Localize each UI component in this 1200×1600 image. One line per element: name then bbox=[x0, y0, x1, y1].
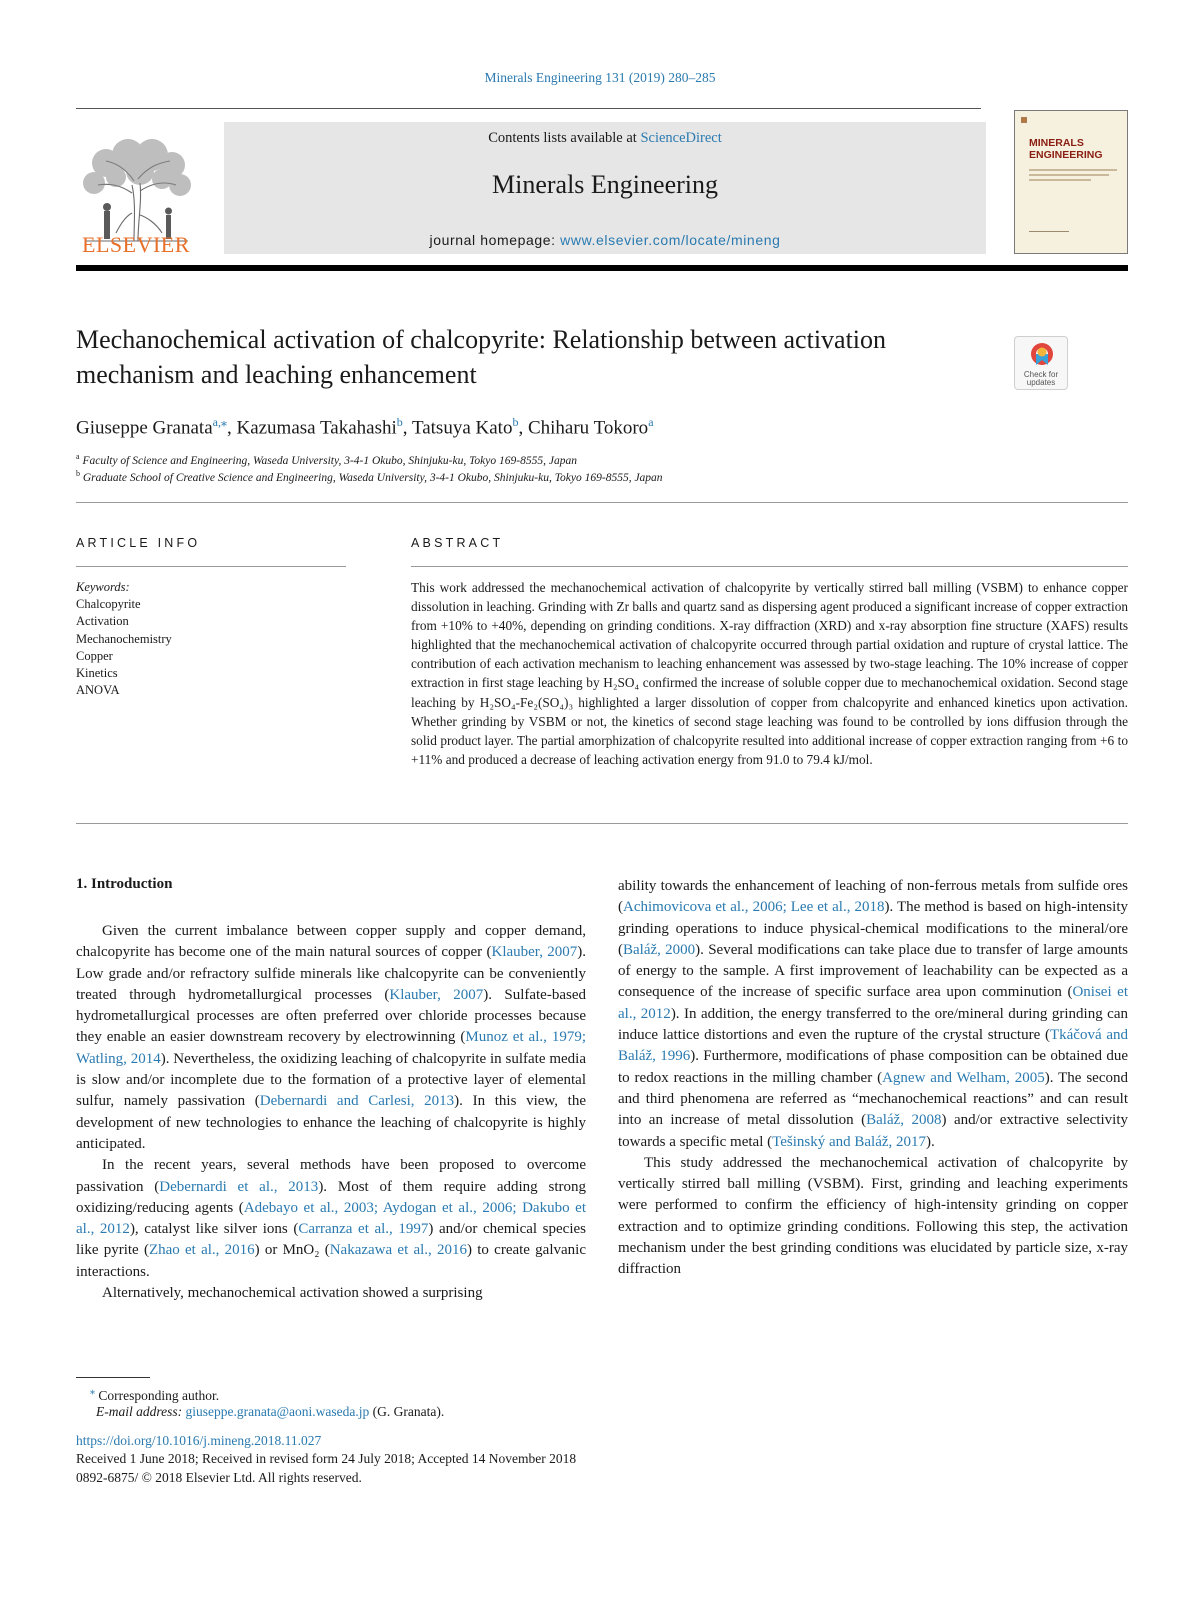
paragraph-continued bbox=[618, 876, 1128, 1153]
author-affiliation-mark[interactable]: b bbox=[512, 415, 519, 429]
formula: H₂SO₄ bbox=[603, 675, 640, 691]
affiliation-text: Graduate School of Creative Science and Engineering, Waseda University, 3-4-1 Okubo, Shinjuku-ku, Tokyo 169-8555, Japan bbox=[82, 471, 663, 484]
author-list: Giuseppe Granata$^{a,⁎}$, Kazumasa Takahashi$^b$, Tatsuya Kato$^b$, Chiharu Tokoro$^a$ bbox=[76, 415, 654, 439]
keyword: Chalcopyrite bbox=[76, 597, 141, 612]
author-affiliation-mark[interactable]: b bbox=[396, 415, 403, 429]
article-title: Mechanochemical activation of chalcopyrite: Relationship between activation mechanism and leaching enhancement bbox=[76, 325, 887, 389]
text-run: ). Furthermore, modifications of phase composition can be obtained due to redox reactions in the milling chamber ( bbox=[618, 1048, 1128, 1086]
citation-link[interactable]: Baláž, 2000 bbox=[623, 941, 696, 958]
cover-subtitle-bar bbox=[1029, 179, 1091, 181]
footnote-rule bbox=[76, 1377, 150, 1378]
corresponding-label: Corresponding author. bbox=[98, 1387, 220, 1403]
doi-link[interactable]: https://doi.org/10.1016/j.mineng.2018.11.027 bbox=[76, 1433, 322, 1448]
right-column bbox=[618, 876, 1128, 1281]
abstract-sentence: This work addressed the mechanochemical activation of chalcopyrite by vertically stirred ball milling (VSBM) to enhance copper dissolution in leaching. Grinding with Zr balls and quartz sand as dispersing agent produced a significant increase of copper extraction from +10% to +40%, depending on grinding conditions. X-ray diffraction (XRD) and x-ray absorption fine structure (XAFS) results highlighted that the mechanochemical activation of chalcopyrite occurred through partial oxidation and rupture of crystal lattice. The contribution of each activation mechanism to leaching enhancement was assessed by two-stage leaching. The 10% increase of copper extraction in first stage leaching by bbox=[411, 580, 1128, 691]
keyword: Mechanochemistry bbox=[76, 631, 172, 646]
email-label: E-mail address: bbox=[96, 1404, 183, 1419]
header-thick-rule bbox=[76, 265, 1128, 271]
author-name[interactable]: Chiharu Tokoro bbox=[527, 417, 649, 439]
text-run: ). The method is based on high-intensity grinding operations to induce physical-chemical modifications to the mineral/ore ( bbox=[618, 899, 1128, 958]
journal-banner bbox=[224, 122, 986, 254]
doi-link-wrap bbox=[76, 1433, 321, 1449]
text-run: ). Most of them require adding strong oxidizing/reducing agents ( bbox=[76, 1178, 586, 1216]
text-run: ) or MnO₂ ( bbox=[254, 1242, 330, 1259]
text-run: ). bbox=[926, 1133, 935, 1150]
article-history: Received 1 June 2018; Received in revised form 24 July 2018; Accepted 14 November 2018 bbox=[76, 1451, 577, 1466]
keyword: ANOVA bbox=[76, 683, 120, 698]
citation-link[interactable]: Tešinský and Baláž, 2017 bbox=[772, 1133, 927, 1150]
paragraph bbox=[76, 921, 586, 1155]
citation-link[interactable]: Debernardi et al., 2013 bbox=[159, 1178, 319, 1195]
author-affiliation-mark[interactable]: a,⁎ bbox=[212, 415, 227, 429]
asterisk-icon: ⁎ bbox=[90, 1386, 95, 1397]
left-column bbox=[76, 921, 586, 1304]
text-run: ) and/or chemical species like pyrite ( bbox=[76, 1221, 586, 1259]
text-run: ability towards the enhancement of leaching of non-ferrous metals from sulfide ores ( bbox=[618, 878, 1128, 916]
text-run: ) and/or extractive selectivity towards a specific metal ( bbox=[618, 1112, 1128, 1150]
paragraph bbox=[76, 1283, 586, 1304]
homepage-line bbox=[224, 232, 986, 248]
email-owner: (G. Granata). bbox=[372, 1404, 445, 1419]
cover-subtitle-bar bbox=[1029, 174, 1109, 176]
text-run: ). Several modifications can take place due to transfer of large amounts of energy to the sample. A first improvement of leachability can be expected as a consequence of the increase of specific surface area upon comminution ( bbox=[618, 941, 1128, 1001]
affiliation bbox=[76, 469, 663, 484]
divider bbox=[76, 566, 346, 567]
keywords-label: Keywords: bbox=[76, 580, 130, 594]
citation-link[interactable]: Tkáčová and Baláž, 1996 bbox=[618, 1027, 1128, 1065]
journal-name: Minerals Engineering bbox=[492, 170, 718, 199]
divider bbox=[411, 566, 1128, 567]
citation-link[interactable]: Onisei et al., 2012 bbox=[618, 984, 1128, 1022]
cover-title: MINERALS ENGINEERING bbox=[1029, 137, 1103, 161]
cover-subtitle-bar bbox=[1029, 169, 1117, 171]
elsevier-wordmark: ELSEVIER bbox=[82, 232, 190, 257]
text-run: Alternatively, mechanochemical activation showed a surprising bbox=[102, 1285, 483, 1302]
copyright: 0892-6875/ © 2018 Elsevier Ltd. All rights reserved. bbox=[76, 1470, 362, 1485]
text-run: ). The second and third phenomena are referred as “mechanochemical reactions” and can result into an increase of metal dissolution ( bbox=[618, 1069, 1128, 1129]
text-run: Given the current imbalance between copper supply and copper demand, chalcopyrite has become one of the main natural sources of copper ( bbox=[76, 923, 586, 961]
author-name[interactable]: Kazumasa Takahashi bbox=[236, 417, 397, 439]
citation-link[interactable]: Carranza et al., 1997 bbox=[298, 1221, 429, 1238]
text-run: This study addressed the mechanochemical activation of chalcopyrite by vertically stirred ball milling (VSBM). First, grinding and leaching experiments were performed to confirm the efficiency of high-intensity grinding on copper extraction and to optimize grinding conditions. Following this step, the activation mechanism under the best grinding conditions was elucidated by particle size, x-ray diffraction bbox=[618, 1154, 1128, 1278]
text-run: ) to create galvanic interactions. bbox=[76, 1242, 586, 1280]
citation-link[interactable]: Adebayo et al., 2003; Aydogan et al., 2006; Dakubo et al., 2012 bbox=[76, 1199, 587, 1238]
citation-link[interactable]: Debernardi and Carlesi, 2013 bbox=[259, 1093, 455, 1110]
author-name[interactable]: Giuseppe Granata bbox=[76, 417, 213, 439]
cover-badge-icon bbox=[1021, 117, 1027, 123]
article-info-heading: ARTICLE INFO bbox=[76, 536, 201, 550]
citation-link[interactable]: Achimovicova et al., 2006; Lee et al., 2018 bbox=[623, 899, 885, 916]
crossmark-icon bbox=[1028, 341, 1056, 369]
journal-citation[interactable]: Minerals Engineering 131 (2019) 280–285 bbox=[484, 70, 716, 85]
affiliation-mark: a bbox=[76, 452, 80, 461]
affiliation bbox=[76, 452, 577, 467]
text-run: ). In this view, the development of new technologies to enhance the leaching of chalcopyrite is highly anticipated. bbox=[76, 1093, 587, 1152]
section-heading-introduction: 1. Introduction bbox=[76, 876, 173, 892]
author-name[interactable]: Tatsuya Kato bbox=[411, 417, 513, 439]
check-for-updates-label: Check for updates bbox=[1023, 370, 1059, 387]
author-affiliation-mark[interactable]: a bbox=[648, 415, 654, 429]
keywords-block bbox=[76, 579, 172, 699]
journal-cover-thumbnail[interactable] bbox=[1014, 110, 1128, 254]
abstract-sentence: highlighted a larger dissolution of copper from chalcopyrite and enhanced kinetics upon activation. Whether grinding by VSBM or not, the kinetics of second stage leaching was found to be controlled by ions diffusion through the solid product layer. The partial amorphization of chalcopyrite resulted into additional increase of copper extraction ranging from +6 to +11% and produced a decrease of leaching activation energy from 91.0 to 79.4 kJ/mol. bbox=[411, 694, 1128, 767]
homepage-prefix: journal homepage: bbox=[429, 232, 556, 248]
affiliation-text: Faculty of Science and Engineering, Waseda University, 3-4-1 Okubo, Shinjuku-ku, Tokyo 169-8555, Japan bbox=[82, 454, 577, 467]
citation-link[interactable]: Klauber, 2007 bbox=[491, 944, 578, 961]
formula: H₂SO₄-Fe₂(SO₄)₃ bbox=[479, 694, 574, 710]
text-run: ). In addition, the energy transferred to the ore/mineral during grinding can induce lattice distortions and even the rupture of the crystal structure ( bbox=[618, 1005, 1128, 1044]
paragraph bbox=[76, 1155, 586, 1283]
citation-link[interactable]: Agnew and Welham, 2005 bbox=[882, 1069, 1045, 1086]
divider bbox=[76, 502, 1128, 503]
sciencedirect-link[interactable]: ScienceDirect bbox=[640, 130, 722, 146]
email-link[interactable]: giuseppe.granata@aoni.waseda.jp bbox=[185, 1404, 370, 1419]
corresponding-author-note bbox=[76, 1386, 220, 1404]
text-run: ), catalyst like silver ions ( bbox=[129, 1221, 299, 1238]
keyword: Activation bbox=[76, 614, 129, 629]
header-divider bbox=[76, 108, 981, 109]
check-for-updates-button[interactable] bbox=[1014, 336, 1068, 390]
contents-prefix: Contents lists available at bbox=[488, 130, 637, 146]
text-run: ). Sulfate-based hydrometallurgical processes are often preferred over chloride processes because they enable an easier downstream recovery by electrowinning ( bbox=[76, 986, 586, 1046]
citation-link[interactable]: Baláž, 2008 bbox=[866, 1112, 942, 1129]
cover-url-bar bbox=[1029, 231, 1069, 232]
citation-link[interactable]: Munoz et al., 1979; Watling, 2014 bbox=[76, 1029, 586, 1067]
paragraph bbox=[618, 1153, 1128, 1281]
text-run: ). Low grade and/or refractory sulfide minerals like chalcopyrite can be conveniently treated through hydrometallurgical processes ( bbox=[76, 944, 586, 1003]
contents-line bbox=[224, 130, 986, 147]
divider bbox=[76, 823, 1128, 824]
abstract-sentence: confirmed the increase of soluble copper due to mechanochemical oxidation. Second stage leaching by bbox=[411, 675, 1128, 710]
email-note bbox=[96, 1404, 444, 1420]
text-run: ). Nevertheless, the oxidizing leaching of chalcopyrite in sulfate media is slow and/or incomplete due to the formation of a protective layer of elemental sulfur, namely passivation ( bbox=[76, 1050, 586, 1110]
abstract-text bbox=[411, 578, 1128, 769]
affiliation-mark: b bbox=[76, 469, 80, 478]
citation-link[interactable]: Nakazawa et al., 2016 bbox=[329, 1242, 468, 1259]
homepage-link[interactable]: www.elsevier.com/locate/mineng bbox=[560, 232, 781, 248]
text-run: In the recent years, several methods have been proposed to overcome passivation ( bbox=[76, 1157, 586, 1195]
abstract-heading: ABSTRACT bbox=[411, 536, 504, 550]
citation-link[interactable]: Zhao et al., 2016 bbox=[148, 1242, 255, 1259]
citation-link[interactable]: Klauber, 2007 bbox=[389, 986, 484, 1003]
keyword: Kinetics bbox=[76, 666, 118, 681]
keyword: Copper bbox=[76, 648, 113, 663]
